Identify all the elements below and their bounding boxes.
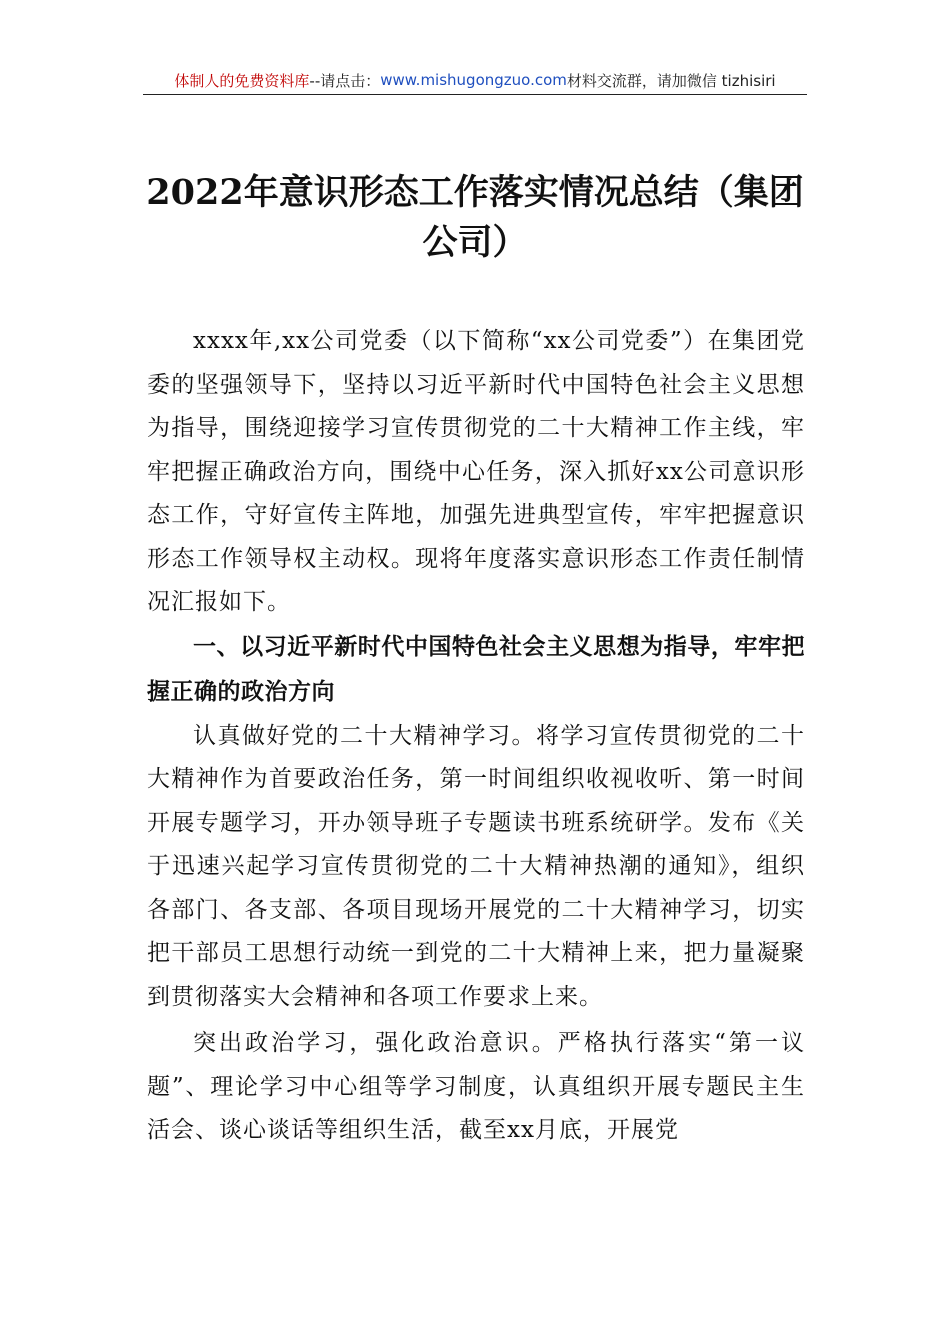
document-body (147, 320, 805, 1153)
header-contact: 材料交流群，请加微信 tizhisiri (566, 71, 776, 90)
intro-paragraph: xxxx年,xx公司党委（以下简称“xx公司党委”）在集团党委的坚强领导下，坚持以习近平新时代中国特色社会主义思想为指导，围绕迎接学习宣传贯彻党的二十大精神工作主线，牢牢把握正确政治方向，围绕中心任务，深入抓好xx公司意识形态工作，守好宣传主阵地，加强先进典型宣传，牢牢把握意识形态工作领导权主动权。现将年度落实意识形态工作责任制情况汇报如下。 (147, 328, 805, 615)
body-paragraph-2: 突出政治学习，强化政治意识。严格执行落实“第一议题”、理论学习中心组等学习制度，认真组织开展专题民主生活会、谈心谈话等组织生活，截至xx月底，开展党 (147, 1030, 805, 1143)
header-brand: 体制人的免费资料库 (174, 71, 310, 90)
header-divider (143, 94, 807, 95)
page-header (143, 66, 807, 94)
header-url-link[interactable]: www.mishugongzuo.com (380, 71, 567, 89)
header-click-prompt: --请点击： (309, 71, 381, 90)
section-heading-1: 一、以习近平新时代中国特色社会主义思想为指导，牢牢把握正确的政治方向 (147, 633, 805, 705)
document-title: 2022年意识形态工作落实情况总结（集团公司） (146, 172, 804, 263)
body-paragraph-1: 认真做好党的二十大精神学习。将学习宣传贯彻党的二十大精神作为首要政治任务，第一时间组织收视收听、第一时间开展专题学习，开办领导班子专题读书班系统研学。发布《关于迅速兴起学习宣传贯彻党的二十大精神热潮的通知》，组织各部门、各支部、各项目现场开展党的二十大精神学习，切实把干部员工思想行动统一到党的二十大精神上来，把力量凝聚到贯彻落实大会精神和各项工作要求上来。 (147, 722, 805, 1010)
